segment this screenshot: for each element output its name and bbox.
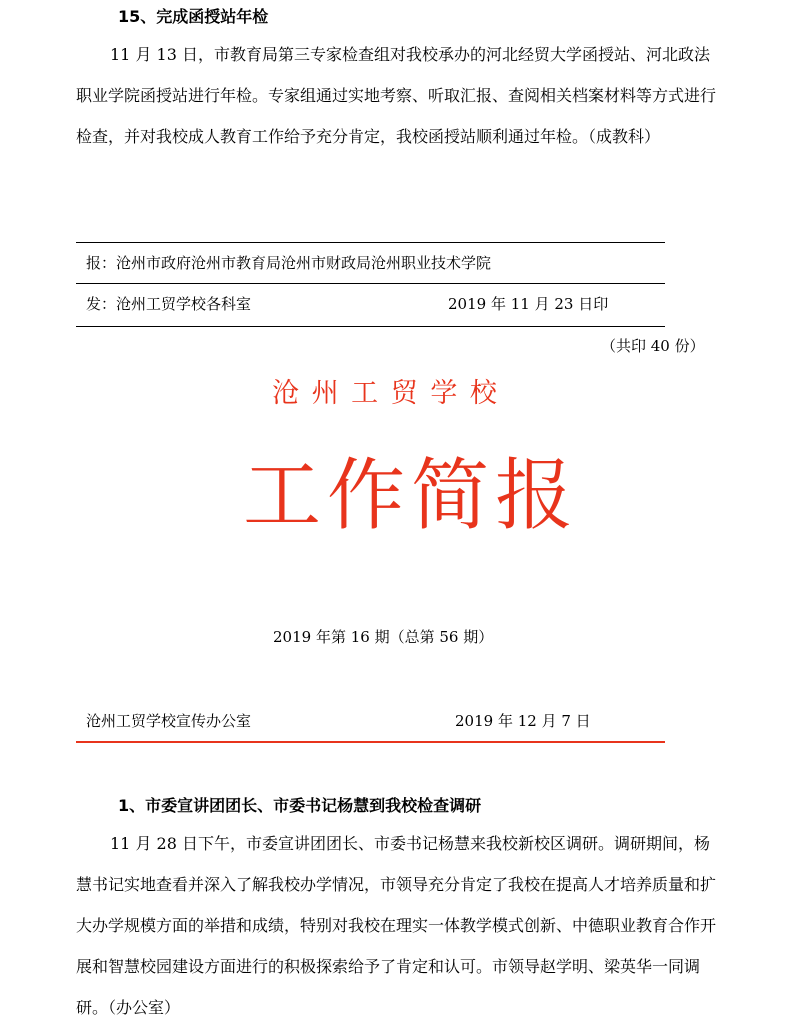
prev-article-heading: 15、完成函授站年检 xyxy=(118,7,269,26)
school-name: 沧 州 工 贸 学 校 xyxy=(272,378,499,409)
masthead-red-rule xyxy=(76,741,665,743)
prev-article-text: 11 月 13 日，市教育局第三专家检查组对我校承办的河北经贸大学函授站、河北政法职业学院函授站进行年检。专家组通过实地考察、听取汇报、查阅相关档案材料等方式进行检查，并对我校成人教育工作给予充分肯定，我校函授站顺利通过年检。（成教科） xyxy=(76,45,717,146)
bulletin-title: 工作简报 xyxy=(243,451,580,541)
distribution-top-rule xyxy=(76,242,665,243)
distribution-middle-rule xyxy=(76,283,665,284)
report-to-line: 报：沧州市政府沧州市教育局沧州市财政局沧州职业技术学院 xyxy=(86,254,492,272)
issue-number: 2019 年第 16 期（总第 56 期） xyxy=(273,628,494,646)
article-heading: 1、市委宣讲团团长、市委书记杨慧到我校检查调研 xyxy=(118,796,482,815)
distribution-bottom-rule xyxy=(76,326,665,327)
print-date: 2019 年 11 月 23 日印 xyxy=(448,295,609,313)
prev-article-body xyxy=(76,34,722,157)
article-body xyxy=(76,823,722,1028)
issuer-name: 沧州工贸学校宣传办公室 xyxy=(86,712,252,730)
send-to-line: 发：沧州工贸学校各科室 xyxy=(86,295,252,313)
issue-date: 2019 年 12 月 7 日 xyxy=(455,712,591,730)
copies-count: （共印 40 份） xyxy=(601,337,705,355)
article-text: 11 月 28 日下午，市委宣讲团团长、市委书记杨慧来我校新校区调研。调研期间，杨慧书记实地查看并深入了解我校办学情况，市领导充分肯定了我校在提高人才培养质量和扩大办学规模方面的举措和成绩，特别对我校在理实一体教学模式创新、中德职业教育合作开展和智慧校园建设方面进行的积极探索给予了肯定和认可。市领导赵学明、梁英华一同调研。（办公室） xyxy=(76,834,717,1017)
